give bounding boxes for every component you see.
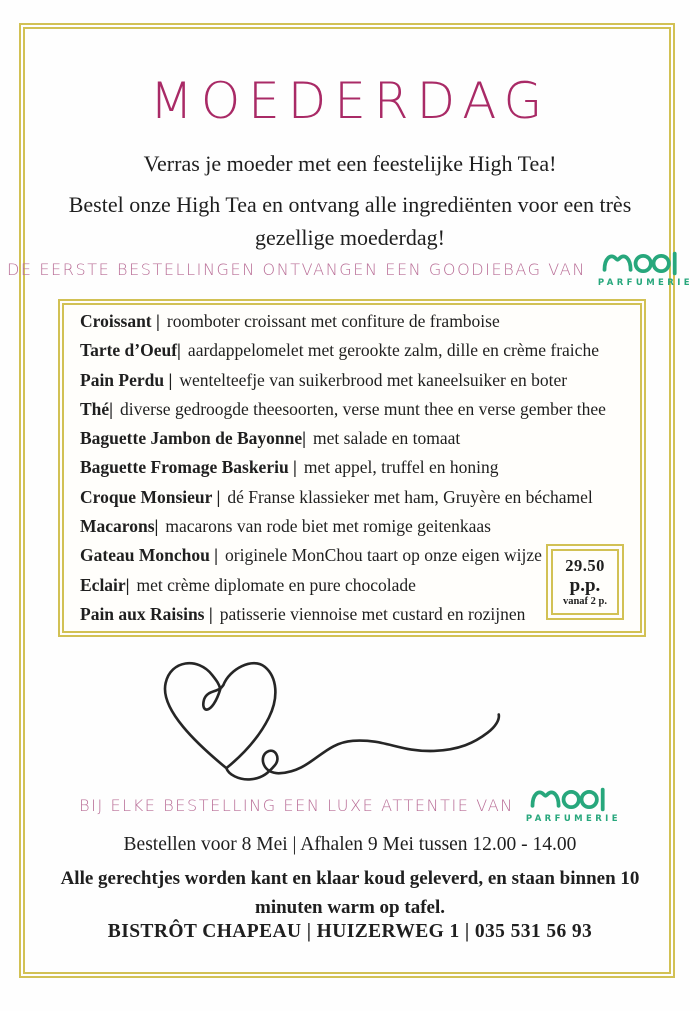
menu-item-name: Croque Monsieur | <box>80 486 221 507</box>
menu-item-desc: patisserie viennoise met custard en rozijnen <box>219 603 526 624</box>
menu-item <box>80 453 628 482</box>
menu-item-desc: aardappelomelet met gerookte zalm, dille en crème fraiche <box>187 340 599 361</box>
menu-item-name: Tarte d’Oeuf| <box>80 340 181 361</box>
menu-item <box>80 483 628 512</box>
mooi-logo-subtext: PARFUMERIE <box>525 814 621 824</box>
delivery-note: Alle gerechtjes worden kant en klaar koud geleverd, en staan binnen 10 minuten warm op tafel. <box>60 868 640 919</box>
mooi-logo-icon <box>598 250 692 277</box>
menu-item <box>80 424 628 453</box>
menu-item-desc: wentelteefje van suikerbrood met kaneelsuiker en boter <box>179 369 568 390</box>
goodiebag-text: DE EERSTE BESTELLINGEN ONTVANGEN EEN GOODIEBAG VAN <box>7 259 586 279</box>
mooi-parfumerie-logo <box>526 786 621 824</box>
menu-item <box>80 307 628 336</box>
menu-item <box>80 512 628 541</box>
menu-item-desc: met crème diplomate en pure chocolade <box>136 574 416 595</box>
price-note: vanaf 2 p. <box>562 595 608 607</box>
menu-item-name: Baguette Jambon de Bayonne| <box>80 428 307 449</box>
menu-item <box>80 366 628 395</box>
goodiebag-line <box>0 250 700 288</box>
price-amount: 29.50 <box>565 556 605 575</box>
mooi-parfumerie-logo <box>598 250 693 288</box>
price-unit: p.p. <box>569 575 601 596</box>
menu-item-name: Macarons| <box>80 516 159 537</box>
menu-item-desc: dé Franse klassieker met ham, Gruyère en béchamel <box>227 486 593 507</box>
menu-item-name: Eclair| <box>80 574 130 595</box>
mooi-logo-subtext: PARFUMERIE <box>597 278 693 288</box>
subtitle: Verras je moeder met een feestelijke High Tea! <box>143 151 557 176</box>
heart-doodle-icon <box>115 645 520 785</box>
attentie-line <box>0 786 700 824</box>
menu-item-name: Gateau Monchou | <box>80 545 219 566</box>
mooi-logo-icon <box>526 786 620 813</box>
price-box <box>546 544 624 620</box>
menu-item-desc: roomboter croissant met confiture de framboise <box>166 311 500 331</box>
menu-item-name: Pain aux Raisins | <box>80 603 213 624</box>
menu-item-desc: diverse gedroogde theesoorten, verse munt thee en verse gember thee <box>120 398 606 419</box>
footer-contact: BISTRÔT CHAPEAU | HUIZERWEG 1 | 035 531 56 93 <box>107 921 593 942</box>
intro-text: Bestel onze High Tea en ontvang alle ingrediënten voor een très gezellige moederdag! <box>68 192 632 250</box>
attentie-text: BIJ ELKE BESTELLING EEN LUXE ATTENTIE VAN <box>79 795 514 815</box>
menu-item-name: Thé| <box>80 398 114 419</box>
menu-item <box>80 395 628 424</box>
order-info: Bestellen voor 8 Mei | Afhalen 9 Mei tussen 12.00 - 14.00 <box>123 834 577 855</box>
menu-item-desc: originele MonChou taart op onze eigen wijze <box>225 545 542 566</box>
menu-item-desc: met salade en tomaat <box>313 428 461 449</box>
menu-item-desc: macarons van rode biet met romige geitenkaas <box>165 516 491 537</box>
menu-item-name: Croissant | <box>80 311 160 331</box>
menu-item <box>80 336 628 365</box>
page-title: MOEDERDAG <box>149 72 551 130</box>
menu-item-name: Baguette Fromage Baskeriu | <box>80 457 297 478</box>
menu-item-name: Pain Perdu | <box>80 369 173 390</box>
menu-item-desc: met appel, truffel en honing <box>303 457 499 478</box>
